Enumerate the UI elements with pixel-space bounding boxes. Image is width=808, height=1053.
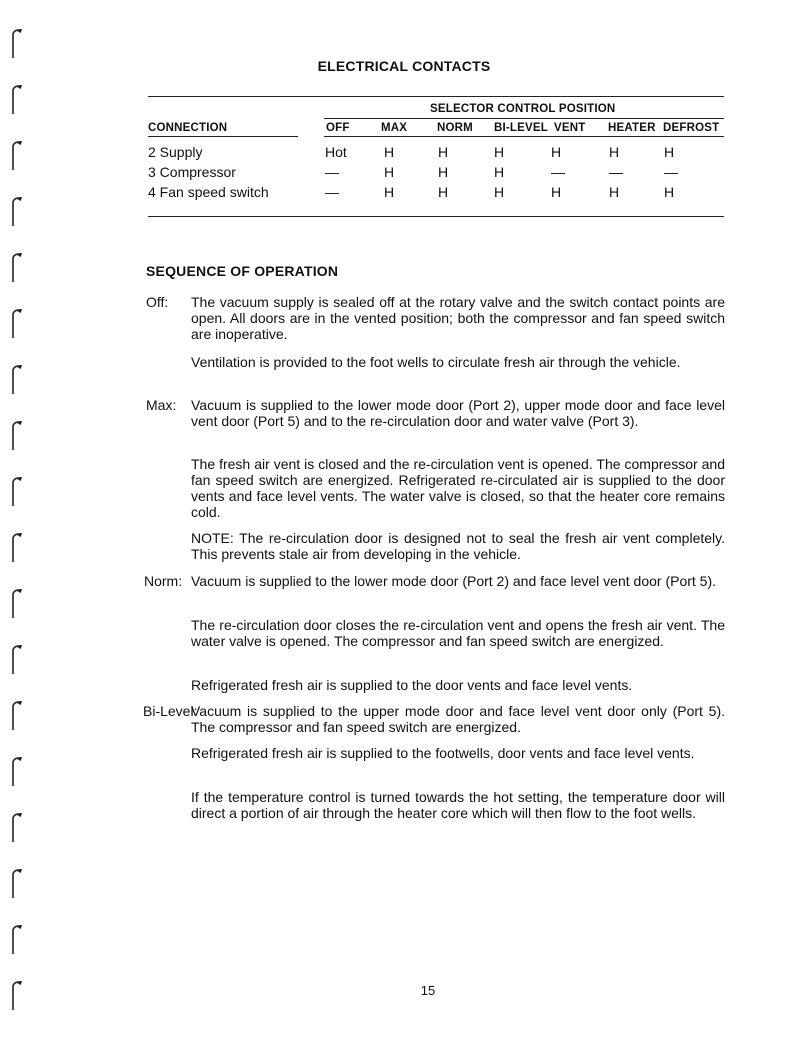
binder-mark-icon <box>10 418 24 452</box>
table-cell: H <box>438 164 449 180</box>
column-header-bi-level: BI-LEVEL <box>494 122 548 134</box>
table-cell: H <box>438 144 449 160</box>
binder-mark-icon <box>10 306 24 340</box>
table-cell: — <box>609 164 623 180</box>
table-cell: H <box>551 184 562 200</box>
table-cell: — <box>325 184 339 200</box>
table-cell: — <box>551 164 565 180</box>
paragraph: Vacuum is supplied to the lower mode door (Port 2), upper mode door and face level vent door (Port 5) and to the re-circulation door and water valve (Port 3). <box>191 397 725 429</box>
paragraph: The re-circulation door closes the re-circulation vent and opens the fresh air vent. The water valve is opened. The compressor and fan speed switch are energized. <box>191 617 725 649</box>
table-bottom-rule <box>148 216 724 217</box>
paragraph: If the temperature control is turned towards the hot setting, the temperature door will direct a portion of air through the heater core which will then flow to the foot wells. <box>191 789 725 821</box>
table-cell: H <box>551 144 562 160</box>
binder-mark-icon <box>10 26 24 60</box>
note-paragraph: NOTE: The re-circulation door is designed not to seal the fresh air vent completely. This prevents stale air from developing in the vehicle. <box>191 530 725 562</box>
table-cell: H <box>609 184 620 200</box>
table-cell: H <box>494 144 505 160</box>
section-heading: SEQUENCE OF OPERATION <box>146 263 339 279</box>
page-title: ELECTRICAL CONTACTS <box>317 58 491 74</box>
group-header: SELECTOR CONTROL POSITION <box>430 103 616 115</box>
binder-mark-icon <box>10 866 24 900</box>
paragraph: Refrigerated fresh air is supplied to the door vents and face level vents. <box>191 677 633 693</box>
binder-mark-icon <box>10 810 24 844</box>
table-cell: — <box>664 164 678 180</box>
paragraph: The vacuum supply is sealed off at the rotary valve and the switch contact points are open. All doors are in the vented position; both the compressor and fan speed switch are inoperative. <box>191 294 725 342</box>
mode-label-bi-level: Bi-Level: <box>143 703 198 719</box>
table-cell: Hot <box>325 144 347 160</box>
mode-label-norm: Norm: <box>144 573 183 589</box>
binder-mark-icon <box>10 754 24 788</box>
table-cell: H <box>664 144 675 160</box>
page-number: 15 <box>420 983 436 998</box>
binder-hole-marks <box>6 20 28 1040</box>
column-header-defrost: DEFROST <box>663 122 720 134</box>
table-cell: H <box>384 164 395 180</box>
mode-label-max: Max: <box>146 397 177 413</box>
table-cell: H <box>494 164 505 180</box>
table-row-connection: 3 Compressor <box>148 164 236 180</box>
table-row-connection: 4 Fan speed switch <box>148 184 269 200</box>
table-cell: — <box>325 164 339 180</box>
column-header-norm: NORM <box>437 122 473 134</box>
binder-mark-icon <box>10 530 24 564</box>
mode-label-off: Off: <box>146 294 169 310</box>
column-header-off: OFF <box>326 122 350 134</box>
table-row-connection: 2 Supply <box>148 144 203 160</box>
binder-mark-icon <box>10 586 24 620</box>
paragraph: Vacuum is supplied to the upper mode door and face level vent door only (Port 5). The compressor and fan speed switch are energized. <box>191 703 725 735</box>
binder-mark-icon <box>10 474 24 508</box>
table-cell: H <box>438 184 449 200</box>
binder-mark-icon <box>10 922 24 956</box>
binder-mark-icon <box>10 82 24 116</box>
binder-mark-icon <box>10 698 24 732</box>
table-cell: H <box>664 184 675 200</box>
column-header-vent: VENT <box>554 122 586 134</box>
binder-mark-icon <box>10 642 24 676</box>
binder-mark-icon <box>10 250 24 284</box>
column-header-max: MAX <box>381 122 408 134</box>
binder-mark-icon <box>10 194 24 228</box>
paragraph: Refrigerated fresh air is supplied to the footwells, door vents and face level vents. <box>191 745 695 761</box>
paragraph: Ventilation is provided to the foot wells to circulate fresh air through the vehicle. <box>191 354 681 370</box>
column-header-connection: CONNECTION <box>148 122 228 134</box>
column-header-heater: HEATER <box>608 122 656 134</box>
table-cell: H <box>494 184 505 200</box>
table-top-rule <box>148 96 724 97</box>
table-cell: H <box>384 144 395 160</box>
connection-header-rule <box>148 136 298 137</box>
paragraph: The fresh air vent is closed and the re-circulation vent is opened. The compressor and fan speed switch are energized. Refrigerated re-circulated air is supplied to the door vents and face level vents. The water valve is closed, so that the heater core remains cold. <box>191 456 725 520</box>
binder-mark-icon <box>10 138 24 172</box>
position-header-rule <box>324 136 724 137</box>
table-cell: H <box>384 184 395 200</box>
table-cell: H <box>609 144 620 160</box>
group-header-rule <box>324 118 724 119</box>
binder-mark-icon <box>10 362 24 396</box>
paragraph: Vacuum is supplied to the lower mode door (Port 2) and face level vent door (Port 5). <box>191 573 717 589</box>
